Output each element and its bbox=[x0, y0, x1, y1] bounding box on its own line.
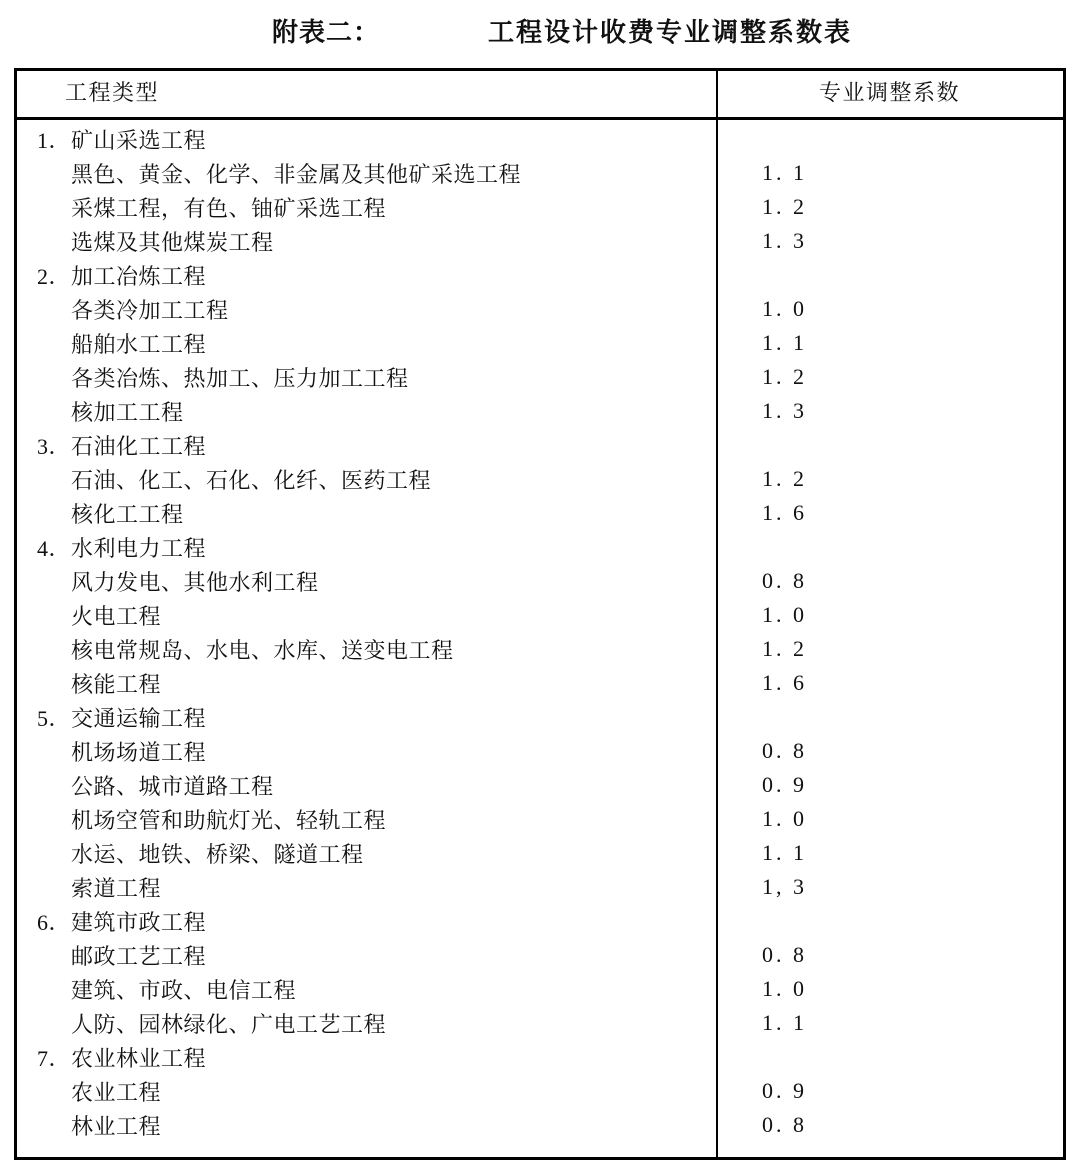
row-label: 7．农业林业工程 bbox=[37, 1045, 207, 1071]
table-row bbox=[17, 428, 1063, 462]
table-row bbox=[17, 734, 1063, 768]
row-label: 机场场道工程 bbox=[71, 739, 207, 765]
table-row bbox=[17, 836, 1063, 870]
row-label: 核加工工程 bbox=[71, 399, 184, 425]
row-label: 核能工程 bbox=[71, 671, 162, 697]
row-value: 1. 3 bbox=[762, 398, 807, 423]
row-label: 建筑、市政、电信工程 bbox=[71, 977, 297, 1003]
row-label: 3．石油化工工程 bbox=[37, 433, 207, 459]
table-row bbox=[17, 326, 1063, 360]
row-value: 0. 8 bbox=[762, 942, 807, 967]
row-label: 5．交通运输工程 bbox=[37, 705, 207, 731]
row-label: 索道工程 bbox=[71, 875, 162, 901]
row-value: 1. 2 bbox=[762, 466, 807, 491]
row-value: 1. 2 bbox=[762, 636, 807, 661]
row-value: 1. 1 bbox=[762, 1010, 807, 1035]
table-row bbox=[17, 258, 1063, 292]
row-label: 黑色、黄金、化学、非金属及其他矿采选工程 bbox=[71, 161, 522, 187]
table-row bbox=[17, 666, 1063, 700]
table-row bbox=[17, 700, 1063, 734]
table-row bbox=[17, 156, 1063, 190]
table-row bbox=[17, 1040, 1063, 1074]
row-value: 0. 9 bbox=[762, 1078, 807, 1103]
table-row bbox=[17, 1108, 1063, 1142]
table-row bbox=[17, 292, 1063, 326]
row-value: 1. 2 bbox=[762, 194, 807, 219]
row-value: 1. 6 bbox=[762, 670, 807, 695]
row-value: 1. 2 bbox=[762, 364, 807, 389]
table-row bbox=[17, 632, 1063, 666]
table-row bbox=[17, 1006, 1063, 1040]
row-label: 各类冶炼、热加工、压力加工工程 bbox=[71, 365, 409, 391]
row-value: 1. 0 bbox=[762, 296, 807, 321]
row-label: 公路、城市道路工程 bbox=[71, 773, 274, 799]
table-row bbox=[17, 768, 1063, 802]
row-label: 选煤及其他煤炭工程 bbox=[71, 229, 274, 255]
table-row bbox=[17, 122, 1063, 156]
page-title: 工程设计收费专业调整系数表 bbox=[488, 18, 853, 47]
table-header-row bbox=[17, 71, 1063, 120]
table-row bbox=[17, 394, 1063, 428]
row-value: 1. 1 bbox=[762, 160, 807, 185]
row-label: 农业工程 bbox=[71, 1079, 162, 1105]
row-value: 1. 0 bbox=[762, 806, 807, 831]
row-label: 6．建筑市政工程 bbox=[37, 909, 207, 935]
table-row bbox=[17, 802, 1063, 836]
row-label: 船舶水工工程 bbox=[71, 331, 207, 357]
table-row bbox=[17, 224, 1063, 258]
table-row bbox=[17, 1074, 1063, 1108]
row-label: 核化工工程 bbox=[71, 501, 184, 527]
row-label: 邮政工艺工程 bbox=[71, 943, 207, 969]
table-row bbox=[17, 598, 1063, 632]
table-row bbox=[17, 972, 1063, 1006]
row-value: 0. 8 bbox=[762, 1112, 807, 1137]
row-label: 人防、园林绿化、广电工艺工程 bbox=[71, 1011, 387, 1037]
row-value: 1. 0 bbox=[762, 602, 807, 627]
coefficient-table bbox=[14, 68, 1066, 1160]
row-value: 0. 8 bbox=[762, 738, 807, 763]
row-label: 风力发电、其他水利工程 bbox=[71, 569, 319, 595]
row-value: 1. 1 bbox=[762, 840, 807, 865]
row-label: 4．水利电力工程 bbox=[37, 535, 207, 561]
document-header bbox=[0, 0, 1080, 52]
row-label: 林业工程 bbox=[71, 1113, 162, 1139]
table-row bbox=[17, 462, 1063, 496]
column-header-adjustment-coefficient: 专业调整系数 bbox=[818, 79, 960, 105]
row-label: 2．加工冶炼工程 bbox=[37, 263, 207, 289]
row-value: 1. 6 bbox=[762, 500, 807, 525]
row-label: 各类冷加工工程 bbox=[71, 297, 229, 323]
table-row bbox=[17, 904, 1063, 938]
row-value: 0. 8 bbox=[762, 568, 807, 593]
table-row bbox=[17, 360, 1063, 394]
table-row bbox=[17, 530, 1063, 564]
row-label: 机场空管和助航灯光、轻轨工程 bbox=[71, 807, 387, 833]
row-value: 1. 1 bbox=[762, 330, 807, 355]
row-label: 火电工程 bbox=[71, 603, 162, 629]
table-row bbox=[17, 190, 1063, 224]
table-row bbox=[17, 564, 1063, 598]
row-label: 1．矿山采选工程 bbox=[37, 127, 207, 153]
table-body bbox=[17, 120, 1063, 1142]
row-value: 1. 3 bbox=[762, 228, 807, 253]
row-label: 水运、地铁、桥梁、隧道工程 bbox=[71, 841, 364, 867]
row-value: 1, 3 bbox=[762, 874, 807, 899]
row-value: 1. 0 bbox=[762, 976, 807, 1001]
table-row bbox=[17, 870, 1063, 904]
row-label: 采煤工程，有色、铀矿采选工程 bbox=[71, 195, 387, 221]
row-value: 0. 9 bbox=[762, 772, 807, 797]
column-header-engineering-type: 工程类型 bbox=[65, 79, 160, 105]
table-row bbox=[17, 938, 1063, 972]
column-divider bbox=[716, 71, 718, 1157]
appendix-label: 附表二： bbox=[272, 18, 381, 47]
table-row bbox=[17, 496, 1063, 530]
row-label: 石油、化工、石化、化纤、医药工程 bbox=[71, 467, 432, 493]
row-label: 核电常规岛、水电、水库、送变电工程 bbox=[71, 637, 454, 663]
